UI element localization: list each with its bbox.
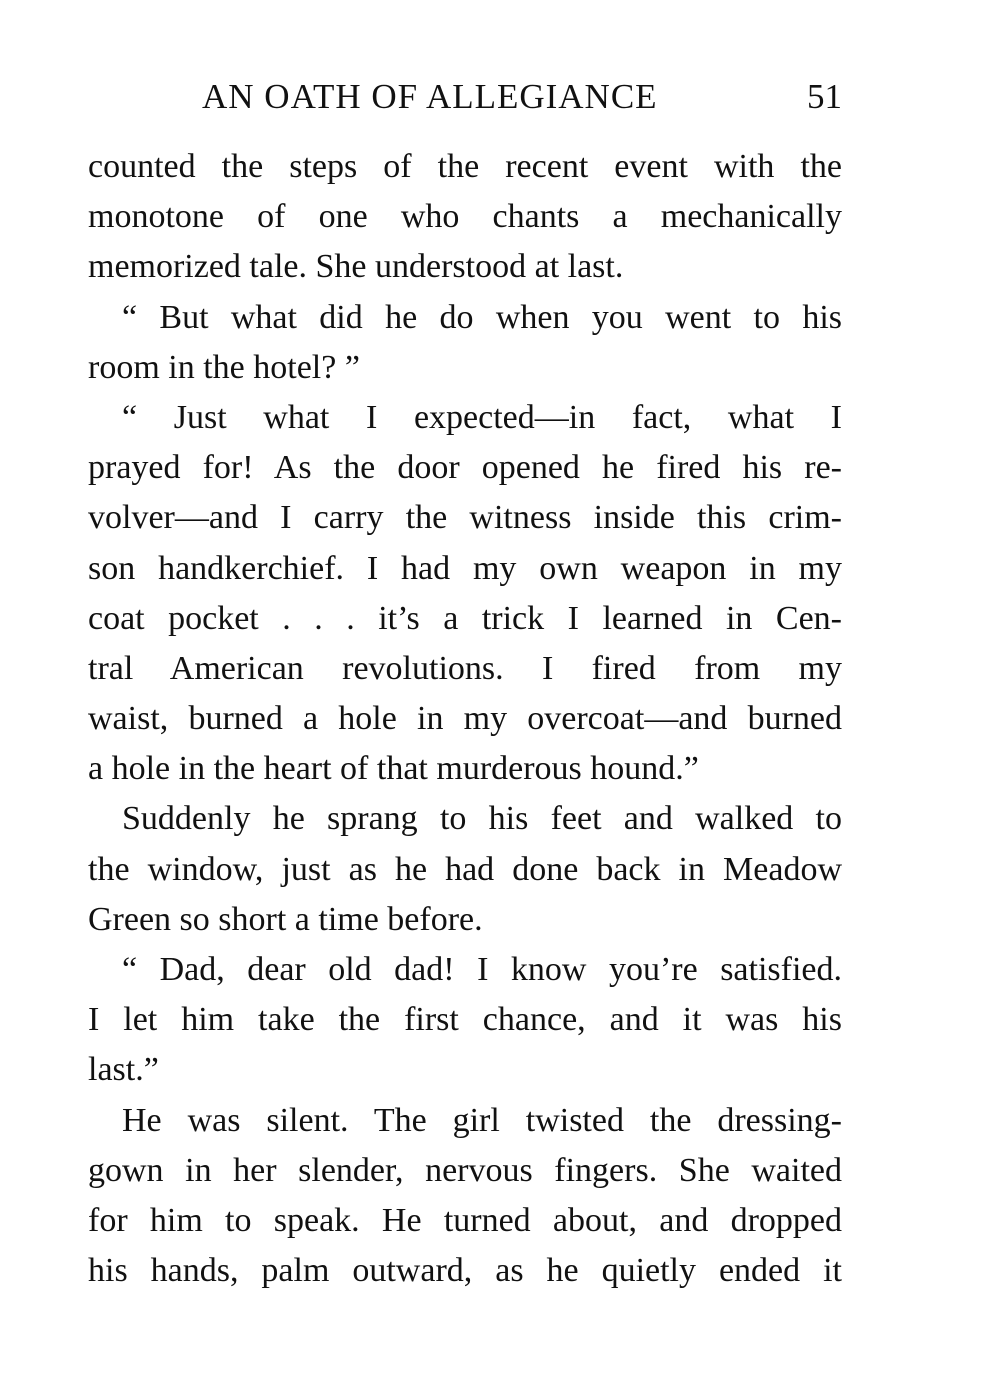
body-text bbox=[88, 142, 842, 1296]
text-line: his hands, palm outward, as he quietly ended it bbox=[88, 1252, 842, 1290]
text-line: prayed for! As the door opened he fired his re- bbox=[88, 449, 842, 487]
text-line: waist, burned a hole in my overcoat—and burned bbox=[88, 700, 842, 738]
text-line: room in the hotel? ” bbox=[88, 348, 360, 386]
text-line: for him to speak. He turned about, and dropped bbox=[88, 1201, 842, 1239]
paragraph bbox=[88, 393, 842, 795]
text-line: volver—and I carry the witness inside this crim- bbox=[88, 499, 842, 537]
text-line: He was silent. The girl twisted the dressing- bbox=[122, 1101, 842, 1139]
chapter-title: AN OATH OF ALLEGIANCE bbox=[202, 77, 658, 116]
text-line: monotone of one who chants a mechanically bbox=[88, 198, 842, 236]
text-line: son handkerchief. I had my own weapon in my bbox=[88, 549, 842, 587]
page-number: 51 bbox=[807, 77, 842, 116]
text-line: last.” bbox=[88, 1051, 159, 1089]
text-line: Suddenly he sprang to his feet and walked to bbox=[122, 800, 842, 838]
paragraph bbox=[88, 293, 842, 393]
text-line: memorized tale. She understood at last. bbox=[88, 248, 624, 286]
paragraph bbox=[88, 945, 842, 1096]
text-line: the window, just as he had done back in Meadow bbox=[88, 850, 842, 888]
paragraph bbox=[88, 1096, 842, 1297]
text-line: counted the steps of the recent event with the bbox=[88, 148, 842, 185]
text-line: a hole in the heart of that murderous hound.” bbox=[88, 750, 699, 788]
text-line: tral American revolutions. I fired from my bbox=[88, 649, 842, 687]
text-line: “ But what did he do when you went to his bbox=[122, 298, 842, 336]
text-line: coat pocket . . . it’s a trick I learned in Cen- bbox=[88, 599, 842, 637]
text-line: gown in her slender, nervous fingers. She waited bbox=[88, 1151, 842, 1189]
text-line: I let him take the first chance, and it was his bbox=[88, 1001, 842, 1039]
text-line: “ Just what I expected—in fact, what I bbox=[122, 398, 842, 436]
paragraph bbox=[88, 142, 842, 293]
paragraph bbox=[88, 794, 842, 945]
text-line: Green so short a time before. bbox=[88, 900, 483, 938]
text-line: “ Dad, dear old dad! I know you’re satisfied. bbox=[122, 951, 842, 988]
running-head bbox=[90, 72, 842, 122]
